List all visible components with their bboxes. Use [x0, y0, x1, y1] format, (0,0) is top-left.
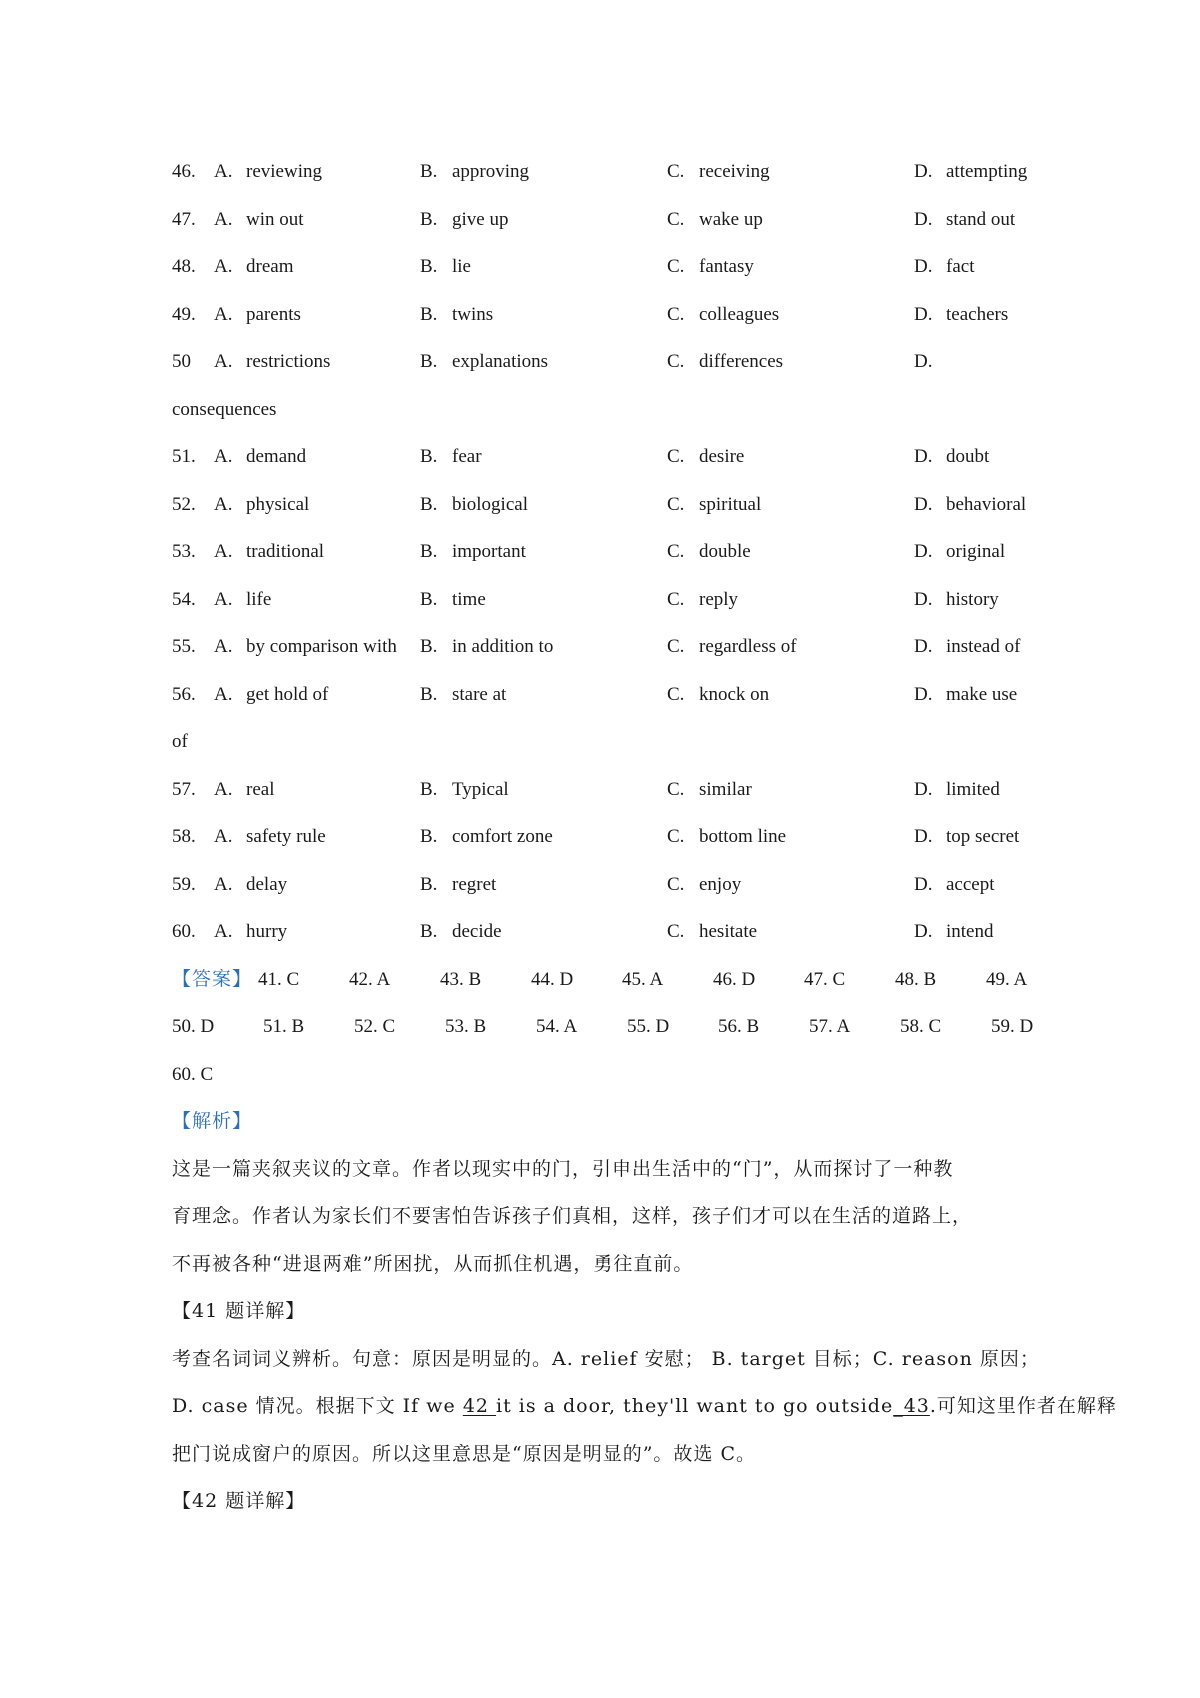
option-text: important — [452, 541, 526, 562]
option-letter: C. — [667, 588, 685, 610]
analysis-line-2: 育理念。作者认为家长们不要害怕告诉孩子们真相，这样，孩子们才可以在生活的道路上， — [172, 1205, 973, 1227]
option-b — [420, 148, 529, 196]
option-c — [667, 576, 738, 624]
option-letter: D. — [914, 873, 933, 895]
option-text: physical — [246, 493, 310, 515]
answer-label: 【答案】 — [172, 967, 253, 990]
option-letter: B. — [420, 541, 438, 562]
option-letter: C. — [667, 303, 685, 325]
option-letter: D. — [914, 303, 933, 325]
question-number: 49. — [172, 303, 196, 325]
option-letter: C. — [667, 636, 685, 657]
option-a — [214, 338, 330, 386]
option-d — [914, 338, 946, 386]
option-text: reviewing — [246, 161, 322, 182]
option-letter: B. — [420, 921, 438, 942]
question-group-51-56 — [172, 433, 1042, 718]
question-56-wrap — [172, 718, 1042, 766]
question-row — [172, 291, 1042, 339]
blank-42: 42 — [462, 1395, 497, 1417]
option-b — [420, 481, 528, 529]
option-c — [667, 481, 761, 529]
option-b — [420, 433, 482, 481]
answer-item: 53. B — [445, 1016, 487, 1037]
option-b — [420, 861, 496, 909]
analysis-line-1: 这是一篇夹叙夹议的文章。作者以现实中的门，引申出生活中的“门”，从而探讨了一种教 — [172, 1157, 954, 1180]
question-row — [172, 576, 1042, 624]
option-text: traditional — [246, 541, 325, 562]
option-letter: C. — [667, 493, 685, 515]
option-letter: A. — [214, 208, 233, 230]
q42-heading: 【42 题详解】 — [172, 1490, 306, 1512]
option-text: twins — [452, 303, 494, 325]
question-50-wrap — [172, 386, 1042, 434]
option-b — [420, 671, 506, 719]
option-d — [914, 861, 995, 909]
option-letter: A. — [214, 873, 233, 895]
option-c — [667, 148, 770, 196]
option-letter: B. — [420, 778, 438, 800]
option-letter: D. — [914, 588, 933, 610]
option-d — [914, 623, 1020, 671]
question-number: 58. — [172, 826, 196, 847]
option-d — [914, 908, 994, 956]
answer-item: 58. C — [900, 1016, 942, 1037]
option-text: spiritual — [699, 493, 762, 515]
option-letter: D. — [914, 541, 933, 562]
option-letter: C. — [667, 778, 685, 800]
q41-heading: 【41 题详解】 — [172, 1300, 306, 1322]
option-d — [914, 671, 1017, 719]
document-content — [172, 148, 1117, 1526]
q41-explanation-line-1: 考查名词词义辨析。句意：原因是明显的。A. relief 安慰； B. target 目标；C. reason 原因； — [172, 1347, 1040, 1370]
question-number: 50 — [172, 351, 191, 372]
question-number: 55. — [172, 636, 196, 657]
option-letter: C. — [667, 446, 685, 467]
answer-item: 55. D — [627, 1016, 670, 1037]
question-row — [172, 338, 1042, 386]
option-text: intend — [946, 921, 994, 942]
option-b — [420, 576, 486, 624]
option-a — [214, 861, 287, 909]
option-letter: D. — [914, 446, 933, 467]
option-letter: B. — [420, 446, 438, 467]
option-text: explanations — [452, 351, 549, 372]
option-letter: B. — [420, 493, 438, 515]
question-number: 53. — [172, 541, 196, 562]
option-a — [214, 243, 293, 291]
option-text: top secret — [946, 826, 1020, 847]
option-letter: D. — [914, 161, 933, 182]
option-b — [420, 908, 502, 956]
option-text: time — [452, 588, 486, 610]
option-text: give up — [452, 208, 509, 230]
option-letter: C. — [667, 351, 685, 372]
option-letter: A. — [214, 446, 233, 467]
option-a — [214, 813, 326, 861]
option-letter: A. — [214, 493, 233, 515]
option-text: dream — [246, 256, 294, 277]
option-d — [914, 291, 1008, 339]
option-text: reply — [699, 588, 739, 610]
option-text: limited — [946, 778, 1000, 800]
question-number: 48. — [172, 256, 196, 277]
option-letter: A. — [214, 303, 233, 325]
option-c — [667, 243, 754, 291]
answers-row-1 — [172, 956, 1042, 1004]
option-text: regret — [452, 873, 497, 895]
option-text: comfort zone — [452, 826, 553, 847]
question-number: 46. — [172, 161, 196, 182]
option-text: accept — [946, 873, 995, 895]
option-text: wake up — [699, 208, 763, 230]
option-letter: B. — [420, 303, 438, 325]
option-a — [214, 148, 322, 196]
question-number: 59. — [172, 873, 196, 895]
option-letter: C. — [667, 826, 685, 847]
option-text: regardless of — [699, 636, 797, 657]
answer-item: 48. B — [895, 968, 937, 990]
option-a — [214, 481, 309, 529]
question-group-57-60 — [172, 766, 1042, 956]
option-c — [667, 433, 744, 481]
answer-item: 54. A — [536, 1016, 578, 1037]
option-text: stare at — [452, 683, 507, 705]
answer-item: 45. A — [622, 968, 664, 990]
option-a — [214, 576, 271, 624]
option-letter: A. — [214, 351, 233, 372]
option-b — [420, 291, 493, 339]
option-letter: B. — [420, 208, 438, 230]
option-letter: B. — [420, 826, 438, 847]
option-text: original — [946, 541, 1006, 562]
option-letter: B. — [420, 256, 438, 277]
option-c — [667, 338, 783, 386]
question-56-option-d-continuation: of — [172, 731, 188, 752]
q41-explanation-line-3: 把门说成窗户的原因。所以这里意思是“原因是明显的”。故选 C。 — [172, 1442, 757, 1465]
answer-item: 52. C — [354, 1016, 396, 1037]
question-number: 57. — [172, 778, 196, 800]
question-row — [172, 243, 1042, 291]
question-row — [172, 623, 1042, 671]
option-text: get hold of — [246, 683, 329, 705]
option-a — [214, 908, 287, 956]
option-text: instead of — [946, 636, 1021, 657]
question-number: 47. — [172, 208, 196, 230]
option-letter: A. — [214, 778, 233, 800]
option-a — [214, 196, 304, 244]
question-row — [172, 861, 1042, 909]
question-row — [172, 813, 1042, 861]
answer-item: 42. A — [349, 968, 391, 990]
option-letter: B. — [420, 873, 438, 895]
option-b — [420, 623, 553, 671]
option-text: parents — [246, 303, 301, 325]
option-letter: A. — [214, 826, 233, 847]
answer-item: 41. C — [258, 968, 300, 990]
option-c — [667, 623, 797, 671]
option-text: hesitate — [699, 921, 758, 942]
option-text: Typical — [452, 778, 509, 800]
answer-item: 56. B — [718, 1016, 760, 1037]
option-text: make use — [946, 683, 1018, 705]
question-number: 52. — [172, 493, 196, 515]
option-text: differences — [699, 351, 784, 372]
option-letter: D. — [914, 826, 933, 847]
option-c — [667, 671, 769, 719]
option-d — [914, 433, 989, 481]
option-text: delay — [246, 873, 288, 895]
option-letter: B. — [420, 351, 438, 372]
option-text: desire — [699, 446, 745, 467]
option-c — [667, 291, 779, 339]
option-text: decide — [452, 921, 502, 942]
option-b — [420, 196, 508, 244]
option-text: by comparison with — [246, 636, 397, 657]
option-a — [214, 623, 397, 671]
answer-item: 51. B — [263, 1016, 305, 1037]
option-a — [214, 433, 306, 481]
answer-item: 44. D — [531, 968, 574, 990]
q41-line2-pre: D. case 情况。根据下文 If we — [172, 1395, 463, 1417]
option-text: hurry — [246, 921, 288, 942]
q41-explanation-line-2 — [172, 1383, 1117, 1431]
option-b — [420, 528, 526, 576]
option-text: stand out — [946, 208, 1016, 230]
option-text: doubt — [946, 446, 990, 467]
option-letter: C. — [667, 161, 685, 182]
option-c — [667, 861, 741, 909]
option-c — [667, 813, 786, 861]
option-letter: A. — [214, 683, 233, 705]
option-d — [914, 766, 1000, 814]
option-letter: C. — [667, 683, 685, 705]
question-row — [172, 908, 1042, 956]
option-letter: D. — [914, 636, 933, 657]
option-text: colleagues — [699, 303, 780, 325]
option-letter: B. — [420, 683, 438, 705]
option-letter: C. — [667, 208, 685, 230]
answers-row-2 — [172, 1003, 1042, 1051]
option-letter: A. — [214, 541, 233, 562]
answer-item: 60. C — [172, 1063, 214, 1085]
question-number: 51. — [172, 446, 196, 467]
option-d — [914, 196, 1015, 244]
answer-item: 57. A — [809, 1016, 851, 1037]
option-letter: B. — [420, 588, 438, 610]
question-group-46-50 — [172, 148, 1042, 386]
question-50-option-d-text: consequences — [172, 398, 277, 420]
blank-43: _43 — [893, 1395, 930, 1417]
option-d — [914, 528, 1005, 576]
option-text: lie — [452, 256, 471, 277]
q41-line2-mid: it is a door, they'll want to go outside — [496, 1395, 894, 1417]
option-letter: D. — [914, 351, 933, 372]
option-text: biological — [452, 493, 528, 515]
option-letter: D. — [914, 208, 933, 230]
option-text: fantasy — [699, 256, 754, 277]
option-text: fact — [946, 256, 975, 277]
option-letter: D. — [914, 683, 933, 705]
option-letter: A. — [214, 161, 233, 182]
question-number: 56. — [172, 683, 196, 705]
option-text: real — [246, 778, 275, 800]
option-text: teachers — [946, 303, 1009, 325]
option-text: similar — [699, 778, 752, 800]
answer-item: 50. D — [172, 1016, 215, 1037]
option-letter: C. — [667, 256, 685, 277]
option-letter: C. — [667, 873, 685, 895]
option-letter: D. — [914, 778, 933, 800]
option-text: enjoy — [699, 873, 742, 895]
option-text: history — [946, 588, 999, 610]
option-c — [667, 528, 751, 576]
question-row — [172, 433, 1042, 481]
option-text: behavioral — [946, 493, 1027, 515]
analysis-heading-row — [172, 1098, 1042, 1146]
option-c — [667, 766, 752, 814]
option-text: receiving — [699, 161, 770, 182]
option-text: bottom line — [699, 826, 787, 847]
question-row — [172, 671, 1042, 719]
option-letter: A. — [214, 588, 233, 610]
option-a — [214, 766, 274, 814]
option-letter: A. — [214, 256, 233, 277]
option-letter: C. — [667, 541, 685, 562]
question-row — [172, 148, 1042, 196]
option-letter: D. — [914, 493, 933, 515]
option-letter: B. — [420, 161, 438, 182]
option-b — [420, 243, 471, 291]
analysis-label: 【解析】 — [172, 1110, 253, 1132]
option-b — [420, 813, 553, 861]
option-text: restrictions — [246, 351, 331, 372]
option-text: fear — [452, 446, 482, 467]
option-b — [420, 766, 509, 814]
option-text: approving — [452, 161, 530, 182]
answer-item: 43. B — [440, 968, 482, 990]
option-text: life — [246, 588, 272, 610]
option-letter: D. — [914, 921, 933, 942]
q41-line2-post: .可知这里作者在解释 — [929, 1395, 1117, 1417]
option-d — [914, 243, 974, 291]
analysis-line-3: 不再被各种“进退两难”所困扰，从而抓住机遇，勇往直前。 — [172, 1252, 694, 1275]
option-letter: D. — [914, 256, 933, 277]
option-text: attempting — [946, 161, 1028, 182]
question-number: 60. — [172, 921, 196, 942]
option-c — [667, 196, 763, 244]
option-d — [914, 148, 1027, 196]
option-text: double — [699, 541, 751, 562]
answers-row-3 — [172, 1051, 1042, 1099]
option-text: knock on — [699, 683, 770, 705]
option-text: in addition to — [452, 636, 554, 657]
option-letter: A. — [214, 636, 233, 657]
answer-item: 49. A — [986, 968, 1028, 990]
answer-item: 59. D — [991, 1016, 1034, 1037]
option-text: win out — [246, 208, 304, 230]
option-c — [667, 908, 757, 956]
option-d — [914, 481, 1026, 529]
question-number: 54. — [172, 588, 196, 610]
option-b — [420, 338, 548, 386]
option-d — [914, 813, 1019, 861]
option-a — [214, 528, 324, 576]
option-d — [914, 576, 999, 624]
answer-item: 47. C — [804, 968, 846, 990]
option-letter: B. — [420, 636, 438, 657]
option-a — [214, 671, 328, 719]
option-letter: A. — [214, 921, 233, 942]
question-row — [172, 481, 1042, 529]
question-row — [172, 196, 1042, 244]
option-a — [214, 291, 301, 339]
option-letter: C. — [667, 921, 685, 942]
option-text: demand — [246, 446, 307, 467]
question-row — [172, 528, 1042, 576]
answer-item: 46. D — [713, 968, 756, 990]
option-text: safety rule — [246, 826, 326, 847]
question-row — [172, 766, 1042, 814]
